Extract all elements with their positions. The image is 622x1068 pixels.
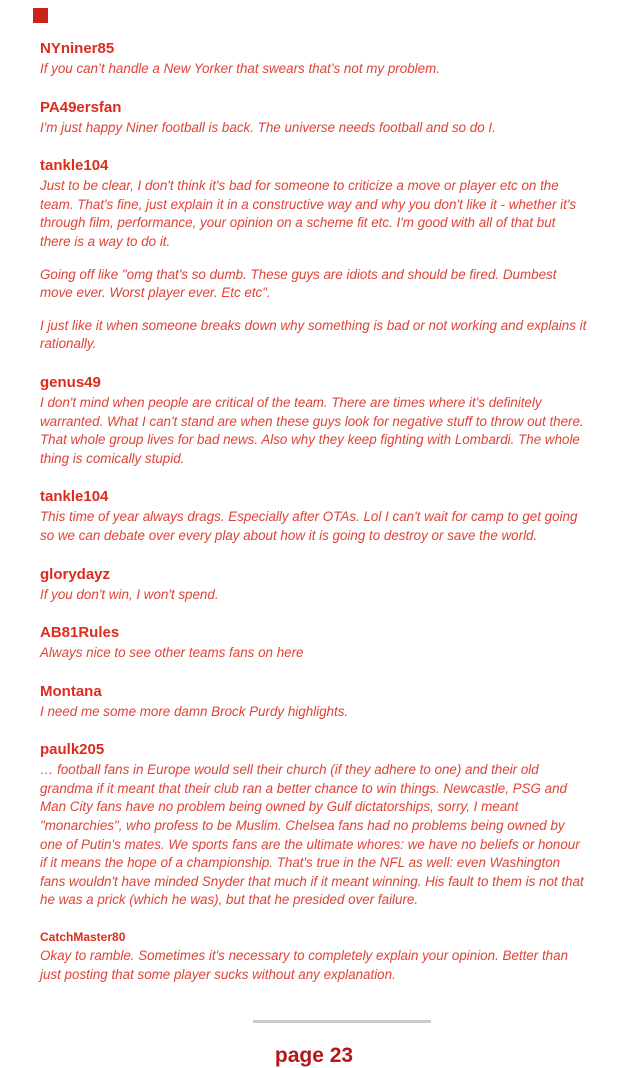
forum-post xyxy=(40,741,588,910)
post-paragraph: If you can’t handle a New Yorker that swears that’s not my problem. xyxy=(40,61,440,76)
forum-post xyxy=(40,157,588,354)
post-username: paulk205 xyxy=(40,741,105,759)
post-username: AB81Rules xyxy=(40,624,120,642)
red-marker-square xyxy=(33,8,48,23)
post-paragraph: This time of year always drags. Especially after OTAs. Lol I can't wait for camp to get going so we can debate over every play about how it is going to destroy or save the world. xyxy=(40,509,578,543)
forum-post xyxy=(40,624,588,663)
forum-post xyxy=(40,488,588,545)
post-username: Montana xyxy=(40,682,102,700)
forum-post xyxy=(40,683,588,722)
forum-post xyxy=(40,930,588,984)
post-paragraph: Okay to ramble. Sometimes it's necessary to completely explain your opinion. Better than just posting that some player sucks without any explanation. xyxy=(40,948,569,982)
post-username: PA49ersfan xyxy=(40,98,122,116)
post-paragraph: Going off like "omg that's so dumb. These guys are idiots and should be fired. Dumbest move ever. Worst player ever. Etc etc". xyxy=(40,266,557,301)
post-username: tankle104 xyxy=(40,488,109,506)
post-username: NYniner85 xyxy=(40,40,115,57)
forum-post xyxy=(40,566,588,605)
post-paragraph: … football fans in Europe would sell their church (if they adhere to one) and their old grandma if it meant that their club ran a better chance to win things. Newcastle, PSG and Man City fans have no problem being owned by Gulf dictatorships, sorry, I meant "monarchies", who profess to be Muslim. Chelsea fans had no problems being owned by one of Putin's mates. We sports fans are the ultimate whores: we have no beliefs or honour if it means the hope of a championship. That's true in the NFL as well: even Washington fans wouldn't have minded Snyder that much if it meant winning. His fault to them is not that he was a prick (which he was), but that he presided over failure. xyxy=(40,762,584,908)
forum-post xyxy=(40,374,588,468)
page-number: page 23 xyxy=(274,1044,354,1068)
post-username: glorydayz xyxy=(40,565,111,583)
post-paragraph: I'm just happy Niner football is back. The universe needs football and so do I. xyxy=(40,119,496,135)
post-paragraph: I just like it when someone breaks down why something is bad or not working and explains it rationally. xyxy=(40,317,587,352)
post-paragraph: Always nice to see other teams fans on here xyxy=(40,645,304,661)
next-page-edge xyxy=(253,1020,431,1023)
post-username: tankle104 xyxy=(40,157,109,175)
forum-post xyxy=(40,99,588,138)
posts-list xyxy=(40,40,588,1068)
post-paragraph: Just to be clear, I don't think it's bad for someone to criticize a move or player etc on the team. That's fine, just explain it in a constructive way and why you don't like it - whether it's through film, performance, your opinion on a scheme fit etc. I'm good with all of that but there is a way to do it. xyxy=(40,178,577,249)
post-username: CatchMaster80 xyxy=(40,930,126,945)
post-paragraph: If you don't win, I won't spend. xyxy=(40,586,219,602)
post-username: genus49 xyxy=(40,373,101,391)
post-paragraph: I don't mind when people are critical of the team. There are times where it's definitely warranted. What I can't stand are when these guys look for negative stuff to throw out there. That whole group lives for bad news. Also why they keep fighting with Lombardi. The whole thing is comically stupid. xyxy=(40,394,584,466)
forum-post xyxy=(40,40,588,79)
post-paragraph: I need me some more damn Brock Purdy highlights. xyxy=(40,703,349,719)
